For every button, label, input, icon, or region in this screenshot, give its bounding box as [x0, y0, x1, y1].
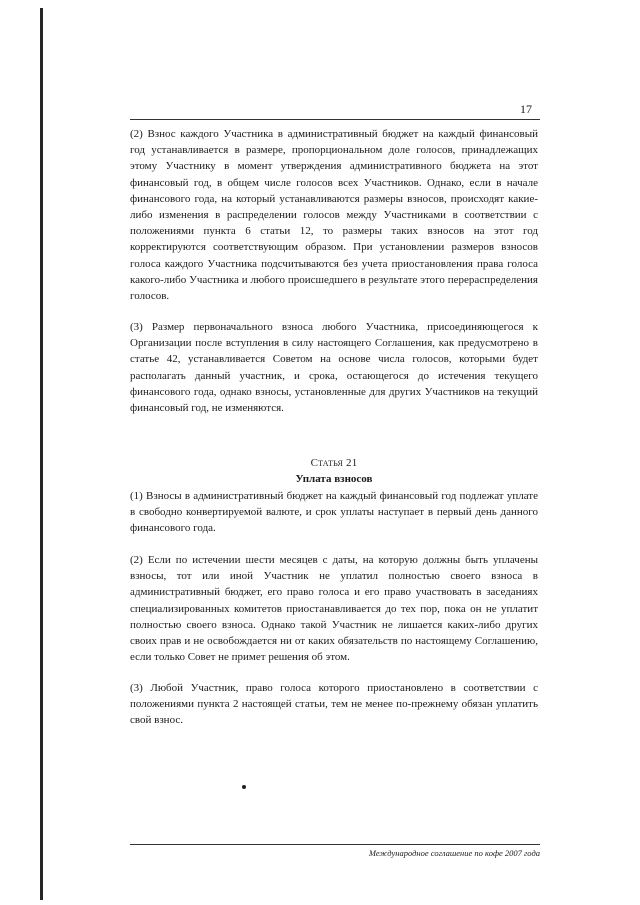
scan-edge-line	[40, 8, 43, 900]
stray-dot-mark	[242, 785, 246, 789]
article-number: Статья 21	[310, 457, 358, 469]
article-paragraph-3: (3) Любой Участник, право голоса которого приостановлено в соответствии с положениями пункта 2 настоящей статьи, тем не менее по-прежнему обязан уплатить свой взнос.	[130, 682, 538, 727]
article-paragraph-1: (1) Взносы в административный бюджет на каждый финансовый год подлежат уплате в свободно конвертируемой валюте, и срок уплаты наступает в первый день данного финансового года.	[130, 490, 538, 535]
paragraph-3-initial-contribution: (3) Размер первоначального взноса любого Участника, присоединяющегося к Организации после вступления в силу настоящего Соглашения, как предусмотрено в статье 42, устанавливается Советом на основе числа голосов, которыми будет располагать данный участник, и срока, остающегося до истечения текущего финансового года, однако взносы, установленные для других Участников на текущий финансовый год, не изменяются.	[130, 321, 538, 415]
paragraph-2-contribution-share: (2) Взнос каждого Участника в административный бюджет на каждый финансовый год устанавливается в размере, пропорциональном доле голосов, принадлежащих этому Участнику в момент утверждения административного бюджета на этот финансовый год, в общем числе голосов всех Участников. Однако, если в начале финансового года, на который устанавливаются размеры взносов, происходят какие-либо изменения в распределении голосов между Участниками в соответствии с положениями пункта 6 статьи 12, то размеры таких взносов на этот год корректируются соответствующим образом. При установлении размеров взносов голоса каждого Участника подсчитываются без учета приостановления права голоса какого-либо Участника и любого происшедшего в результате этого перераспределения голосов.	[130, 128, 538, 303]
footer-rule	[130, 844, 540, 845]
article-paragraph-2: (2) Если по истечении шести месяцев с даты, на которую должны быть уплачены взносы, тот или иной Участник не уплатил полностью своего взноса в административный бюджет, его право голоса и его право участвовать в заседаниях специализированных комитетов приостанавливается до тех пор, пока он не уплатит полностью своего взноса. Однако такой Участник не лишается каких-либо других своих прав и не освобождается ни от каких обязательств по настоящему Соглашению, если только Совет не примет решения об этом.	[130, 554, 538, 664]
article-title: Уплата взносов	[295, 473, 373, 485]
footer-document-title: Международное соглашение по кофе 2007 года	[368, 848, 540, 858]
page-number: 17	[520, 102, 532, 116]
header-rule	[130, 119, 540, 120]
article-heading	[130, 455, 538, 487]
